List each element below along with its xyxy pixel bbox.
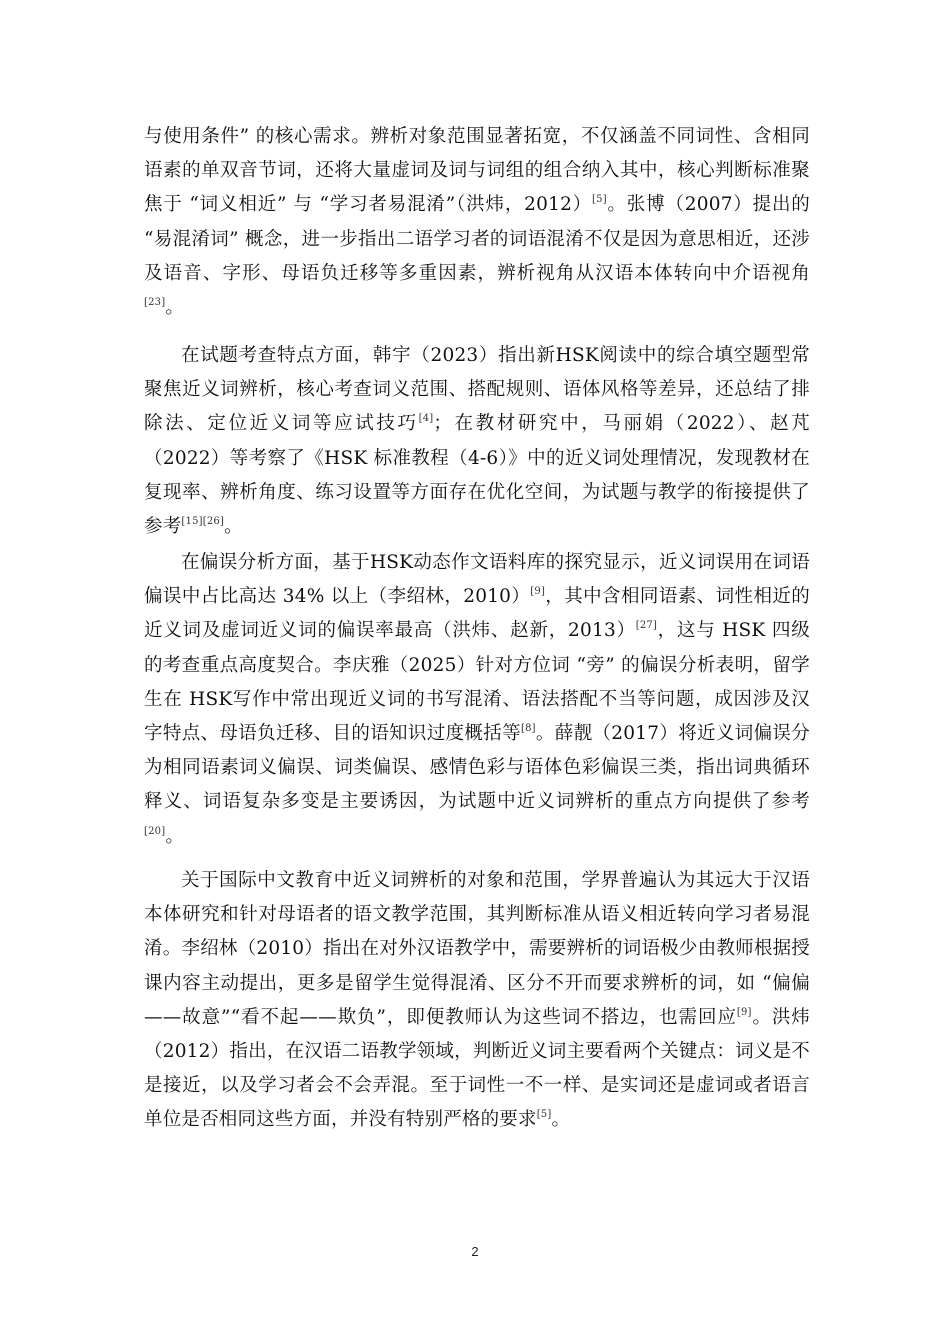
page-number: 2 — [471, 1244, 479, 1259]
paragraph-test-features — [144, 339, 810, 544]
text-run: 关于国际中文教育中近义词辨析的对象和范围，学界普遍认为其远大于汉语本体研究和针对母语者的语文教学范围，其判断标准从语义相近转向学习者易混淆。李绍林（2010）指出在对外汉语教学中，需要辨析的词语极少由教师根据授课内容主动提出，更多是留学生觉得混淆、区分不开而要求辨析的词，如 “偏偏——故意”“看不起——欺负”，即便教师认为这些词不搭边，也需回应 — [144, 870, 810, 1028]
paragraph-error-analysis — [144, 546, 810, 854]
text-run: 。 — [165, 297, 185, 319]
text-run: ；在教材研究中，马丽娟（2022）、赵芃（2022）等考察了《HSK 标准教程（4-6）》中的近义词处理情况，发现教材在复现率、辨析角度、练习设置等方面存在优化空间，为试题与教学的衔接提供了参考 — [144, 413, 810, 538]
text-run: 。 — [551, 1109, 571, 1131]
text-run: 在偏误分析方面，基于HSK动态作文语料库的探究显示，近义词误用在词语偏误中占比高达 34% 以上（李绍林，2010） — [144, 552, 810, 608]
citation-ref: [15][26] — [181, 516, 225, 528]
text-run: 。薛靓（2017）将近义词偏误分为相同语素词义偏误、词类偏误、感情色彩与语体色彩偏误三类，指出词典循环释义、词语复杂多变是主要诱因，为试题中近义词辨析的重点方向提供了参考 — [144, 723, 810, 813]
text-run: 。张博（2007）提出的 “易混淆词” 概念，进一步指出二语学习者的词语混淆不仅是因为意思相近，还涉及语音、字形、母语负迁移等多重因素，辨析视角从汉语本体转向中介语视角 — [144, 194, 811, 284]
citation-ref: [20] — [144, 825, 166, 837]
text-run: ，这与 HSK 四级的考查重点高度契合。李庆雅（2025）针对方位词 “旁” 的偏误分析表明，留学生在 HSK写作中常出现近义词的书写混淆、语法搭配不当等问题，成因涉及汉字特点、母语负迁移、目的语知识过度概括等 — [144, 620, 811, 745]
paragraph-core-needs — [144, 120, 810, 325]
citation-ref: [27] — [635, 620, 658, 632]
text-run: 与使用条件” 的核心需求。辨析对象范围显著拓宽，不仅涵盖不同词性、含相同语素的单双音节词，还将大量虚词及词与词组的组合纳入其中，核心判断标准聚焦于 “词义相近” 与 “学习者易混淆”（洪炜，2012） — [144, 126, 810, 216]
citation-ref: [5] — [592, 194, 607, 206]
paragraph-scope — [144, 864, 810, 1138]
text-run: 。 — [165, 825, 185, 847]
text-run: 。 — [224, 516, 243, 538]
citation-ref: [9] — [736, 1006, 752, 1018]
citation-ref: [23] — [144, 297, 166, 309]
citation-ref: [5] — [536, 1109, 552, 1121]
citation-ref: [4] — [418, 413, 434, 425]
text-run: ，其中含相同语素、词性相近的近义词及虚词近义词的偏误率最高（洪炜、赵新，2013） — [144, 586, 810, 642]
text-run: 。洪炜（2012）指出，在汉语二语教学领域，判断近义词主要看两个关键点：词义是不是接近，以及学习者会不会弄混。至于词性一不一样、是实词还是虚词或者语言单位是否相同这些方面，并没有特别严格的要求 — [144, 1006, 810, 1131]
text-run: 在试题考查特点方面，韩宇（2023）指出新HSK阅读中的综合填空题型常聚焦近义词辨析，核心考查词义范围、搭配规则、语体风格等差异，还总结了排除法、定位近义词等应试技巧 — [144, 345, 810, 435]
citation-ref: [8] — [521, 723, 536, 735]
citation-ref: [9] — [530, 586, 546, 598]
